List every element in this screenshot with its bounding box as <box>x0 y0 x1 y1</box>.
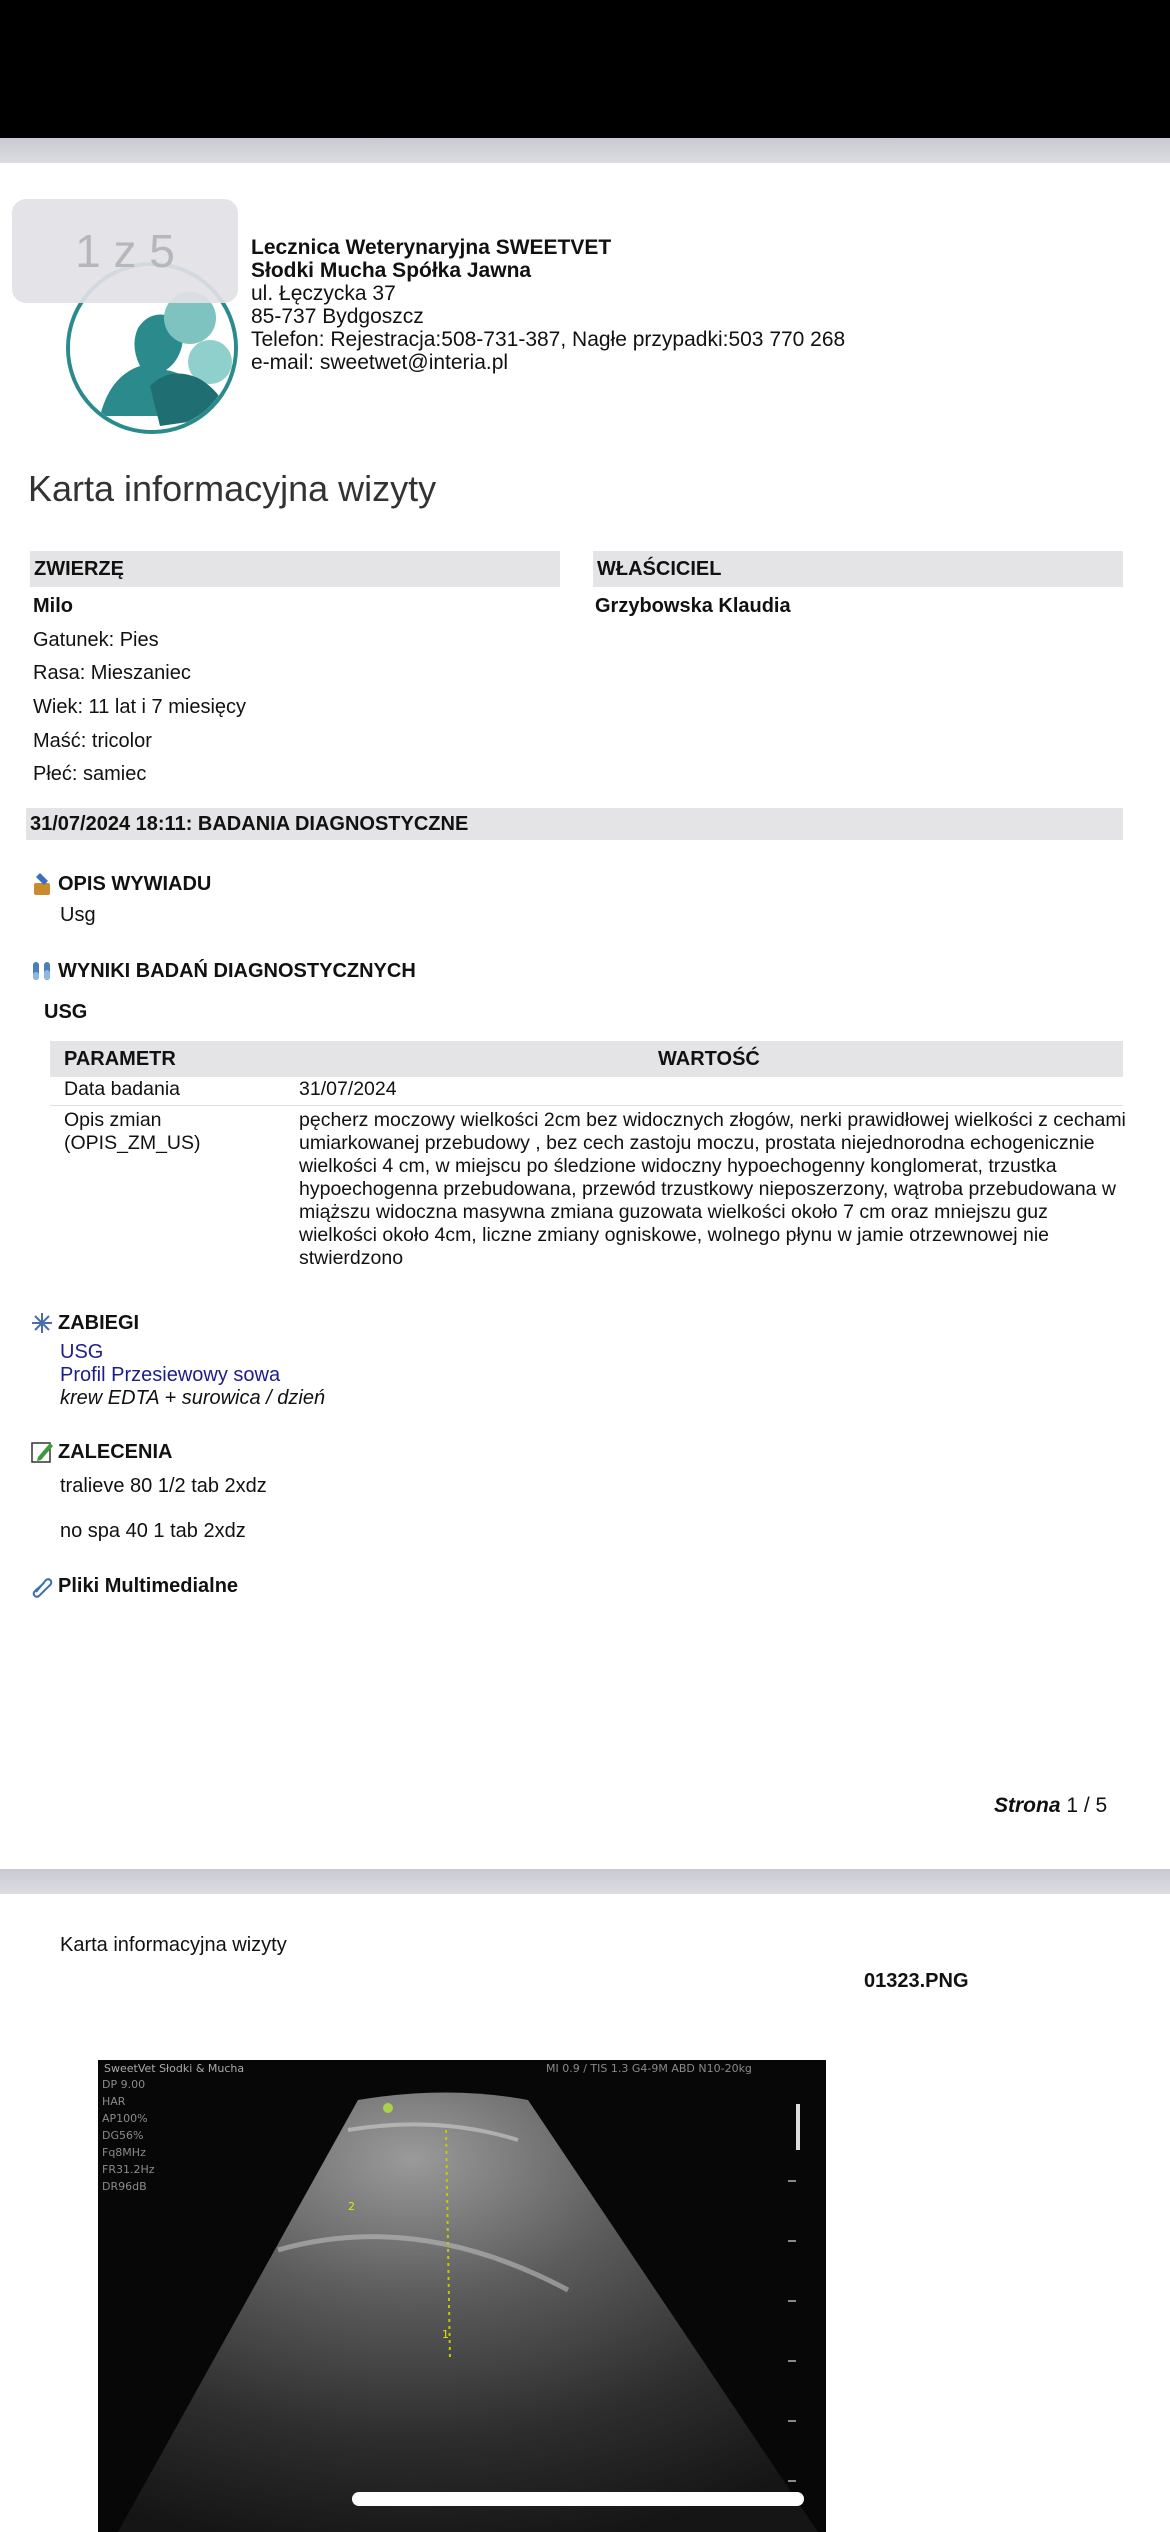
column-parameter: PARAMETR <box>64 1048 176 1070</box>
exam-name: USG <box>44 1001 88 1023</box>
ultrasound-image[interactable] <box>98 2060 826 2532</box>
clinic-street: ul. Łęczycka 37 <box>251 282 396 305</box>
animal-header: ZWIERZĘ <box>30 551 560 587</box>
page-separator <box>0 138 1170 163</box>
clinic-city: 85-737 Bydgoszcz <box>251 305 424 328</box>
clinic-email: e-mail: sweetwet@interia.pl <box>251 351 509 374</box>
procedure-profile-link[interactable]: Profil Przesiewowy sowa <box>60 1364 281 1386</box>
visit-header: 31/07/2024 18:11: BADANIA DIAGNOSTYCZNE <box>26 808 1123 840</box>
owner-name: Grzybowska Klaudia <box>595 595 791 617</box>
page-indicator-badge: 1 z 5 <box>12 199 238 303</box>
ultrasound-scan-graphic <box>98 2060 826 2532</box>
animal-breed: Rasa: Mieszaniec <box>33 662 191 684</box>
recommendations-section-header <box>30 1440 172 1464</box>
edit-note-icon <box>30 1440 54 1464</box>
ultrasound-marker: 2 <box>348 2200 355 2213</box>
results-table-header <box>50 1041 1123 1077</box>
recommendation-item: no spa 40 1 tab 2xdz <box>60 1520 246 1542</box>
ultrasound-param: DG56% <box>102 2129 144 2142</box>
history-icon <box>30 871 54 897</box>
ultrasound-param: Fq8MHz <box>102 2146 146 2159</box>
clinic-phone: Telefon: Rejestracja:508-731-387, Nagłe przypadki:503 770 268 <box>251 328 846 351</box>
procedure-note: krew EDTA + surowica / dzień <box>60 1387 326 1409</box>
history-title: OPIS WYWIADU <box>58 872 212 895</box>
animal-sex: Płeć: samiec <box>33 763 147 785</box>
clinic-company: Słodki Mucha Spółka Jawna <box>251 259 532 282</box>
home-indicator[interactable] <box>352 2492 804 2506</box>
attachment-filename: 01323.PNG <box>864 1970 969 1992</box>
history-section-header <box>30 871 211 897</box>
media-title: Pliki Multimedialne <box>58 1575 239 1597</box>
animal-color: Maść: tricolor <box>33 730 152 752</box>
ultrasound-info: MI 0.9 / TIS 1.3 G4-9M ABD N10-20kg <box>546 2062 752 2075</box>
column-value: WARTOŚĆ <box>658 1048 760 1070</box>
procedure-icon <box>30 1311 54 1335</box>
clinic-info <box>251 236 845 374</box>
param-description: Opis zmian (OPIS_ZM_US) <box>64 1109 201 1154</box>
procedures-title: ZABIEGI <box>58 1311 140 1334</box>
table-row-divider <box>50 1105 1123 1106</box>
value-exam-date: 31/07/2024 <box>299 1078 397 1100</box>
test-tubes-icon <box>30 958 54 984</box>
recommendation-item: tralieve 80 1/2 tab 2xdz <box>60 1475 267 1497</box>
media-section-header <box>30 1575 238 1598</box>
recommendations-title: ZALECENIA <box>58 1440 173 1463</box>
ultrasound-param: DP 9.00 <box>102 2078 146 2091</box>
animal-name: Milo <box>33 595 73 617</box>
animal-species: Gatunek: Pies <box>33 629 159 651</box>
ultrasound-param: DR96dB <box>102 2180 147 2193</box>
page-separator <box>0 1869 1170 1894</box>
ultrasound-marker: 1 <box>442 2328 449 2341</box>
paperclip-icon <box>30 1576 54 1598</box>
history-text: Usg <box>60 904 96 926</box>
results-title: WYNIKI BADAŃ DIAGNOSTYCZNYCH <box>58 959 416 982</box>
results-section-header <box>30 958 416 984</box>
param-exam-date: Data badania <box>64 1078 181 1100</box>
owner-header: WŁAŚCICIEL <box>593 551 1123 587</box>
page-footer <box>994 1794 1107 1818</box>
value-description: pęcherz moczowy wielkości 2cm bez widocznych złogów, nerki prawidłowej wielkości z cechami umiarkowanej przebudowy , bez cech zastoju moczu, prostata niejednorodna echogenicznie wielkości 4 cm, w miejscu po śledzione widoczny hypoechogenny konglomerat, trzustka hypoechogenna przebudowana, przewód trzustkowy nieposzerzony, wątroba przebudowana w miąższu widoczna masywna zmiana guzowata wielkości około 7 cm oraz mniejszu guz wielkości około 4cm, liczne zmiany ogniskowe, wolnego płynu w jamie otrzewnowej nie stwierdzono <box>299 1109 1126 1269</box>
footer-page: 1 <box>1066 1794 1079 1817</box>
footer-label: Strona <box>994 1794 1061 1817</box>
clinic-name: Lecznica Weterynaryjna SWEETVET <box>251 236 612 259</box>
document-title: Karta informacyjna wizyty <box>28 468 437 509</box>
procedure-usg-link[interactable]: USG <box>60 1341 104 1363</box>
ultrasound-param: FR31.2Hz <box>102 2163 155 2176</box>
status-bar <box>0 0 1170 138</box>
procedures-section-header <box>30 1311 139 1335</box>
footer-total: / 5 <box>1078 1794 1108 1817</box>
page2-header: Karta informacyjna wizyty <box>60 1934 287 1956</box>
ultrasound-param: AP100% <box>102 2112 148 2125</box>
ultrasound-brand: SweetVet Słodki & Mucha <box>104 2062 245 2075</box>
animal-age: Wiek: 11 lat i 7 miesięcy <box>33 696 247 718</box>
ultrasound-param: HAR <box>102 2095 126 2108</box>
